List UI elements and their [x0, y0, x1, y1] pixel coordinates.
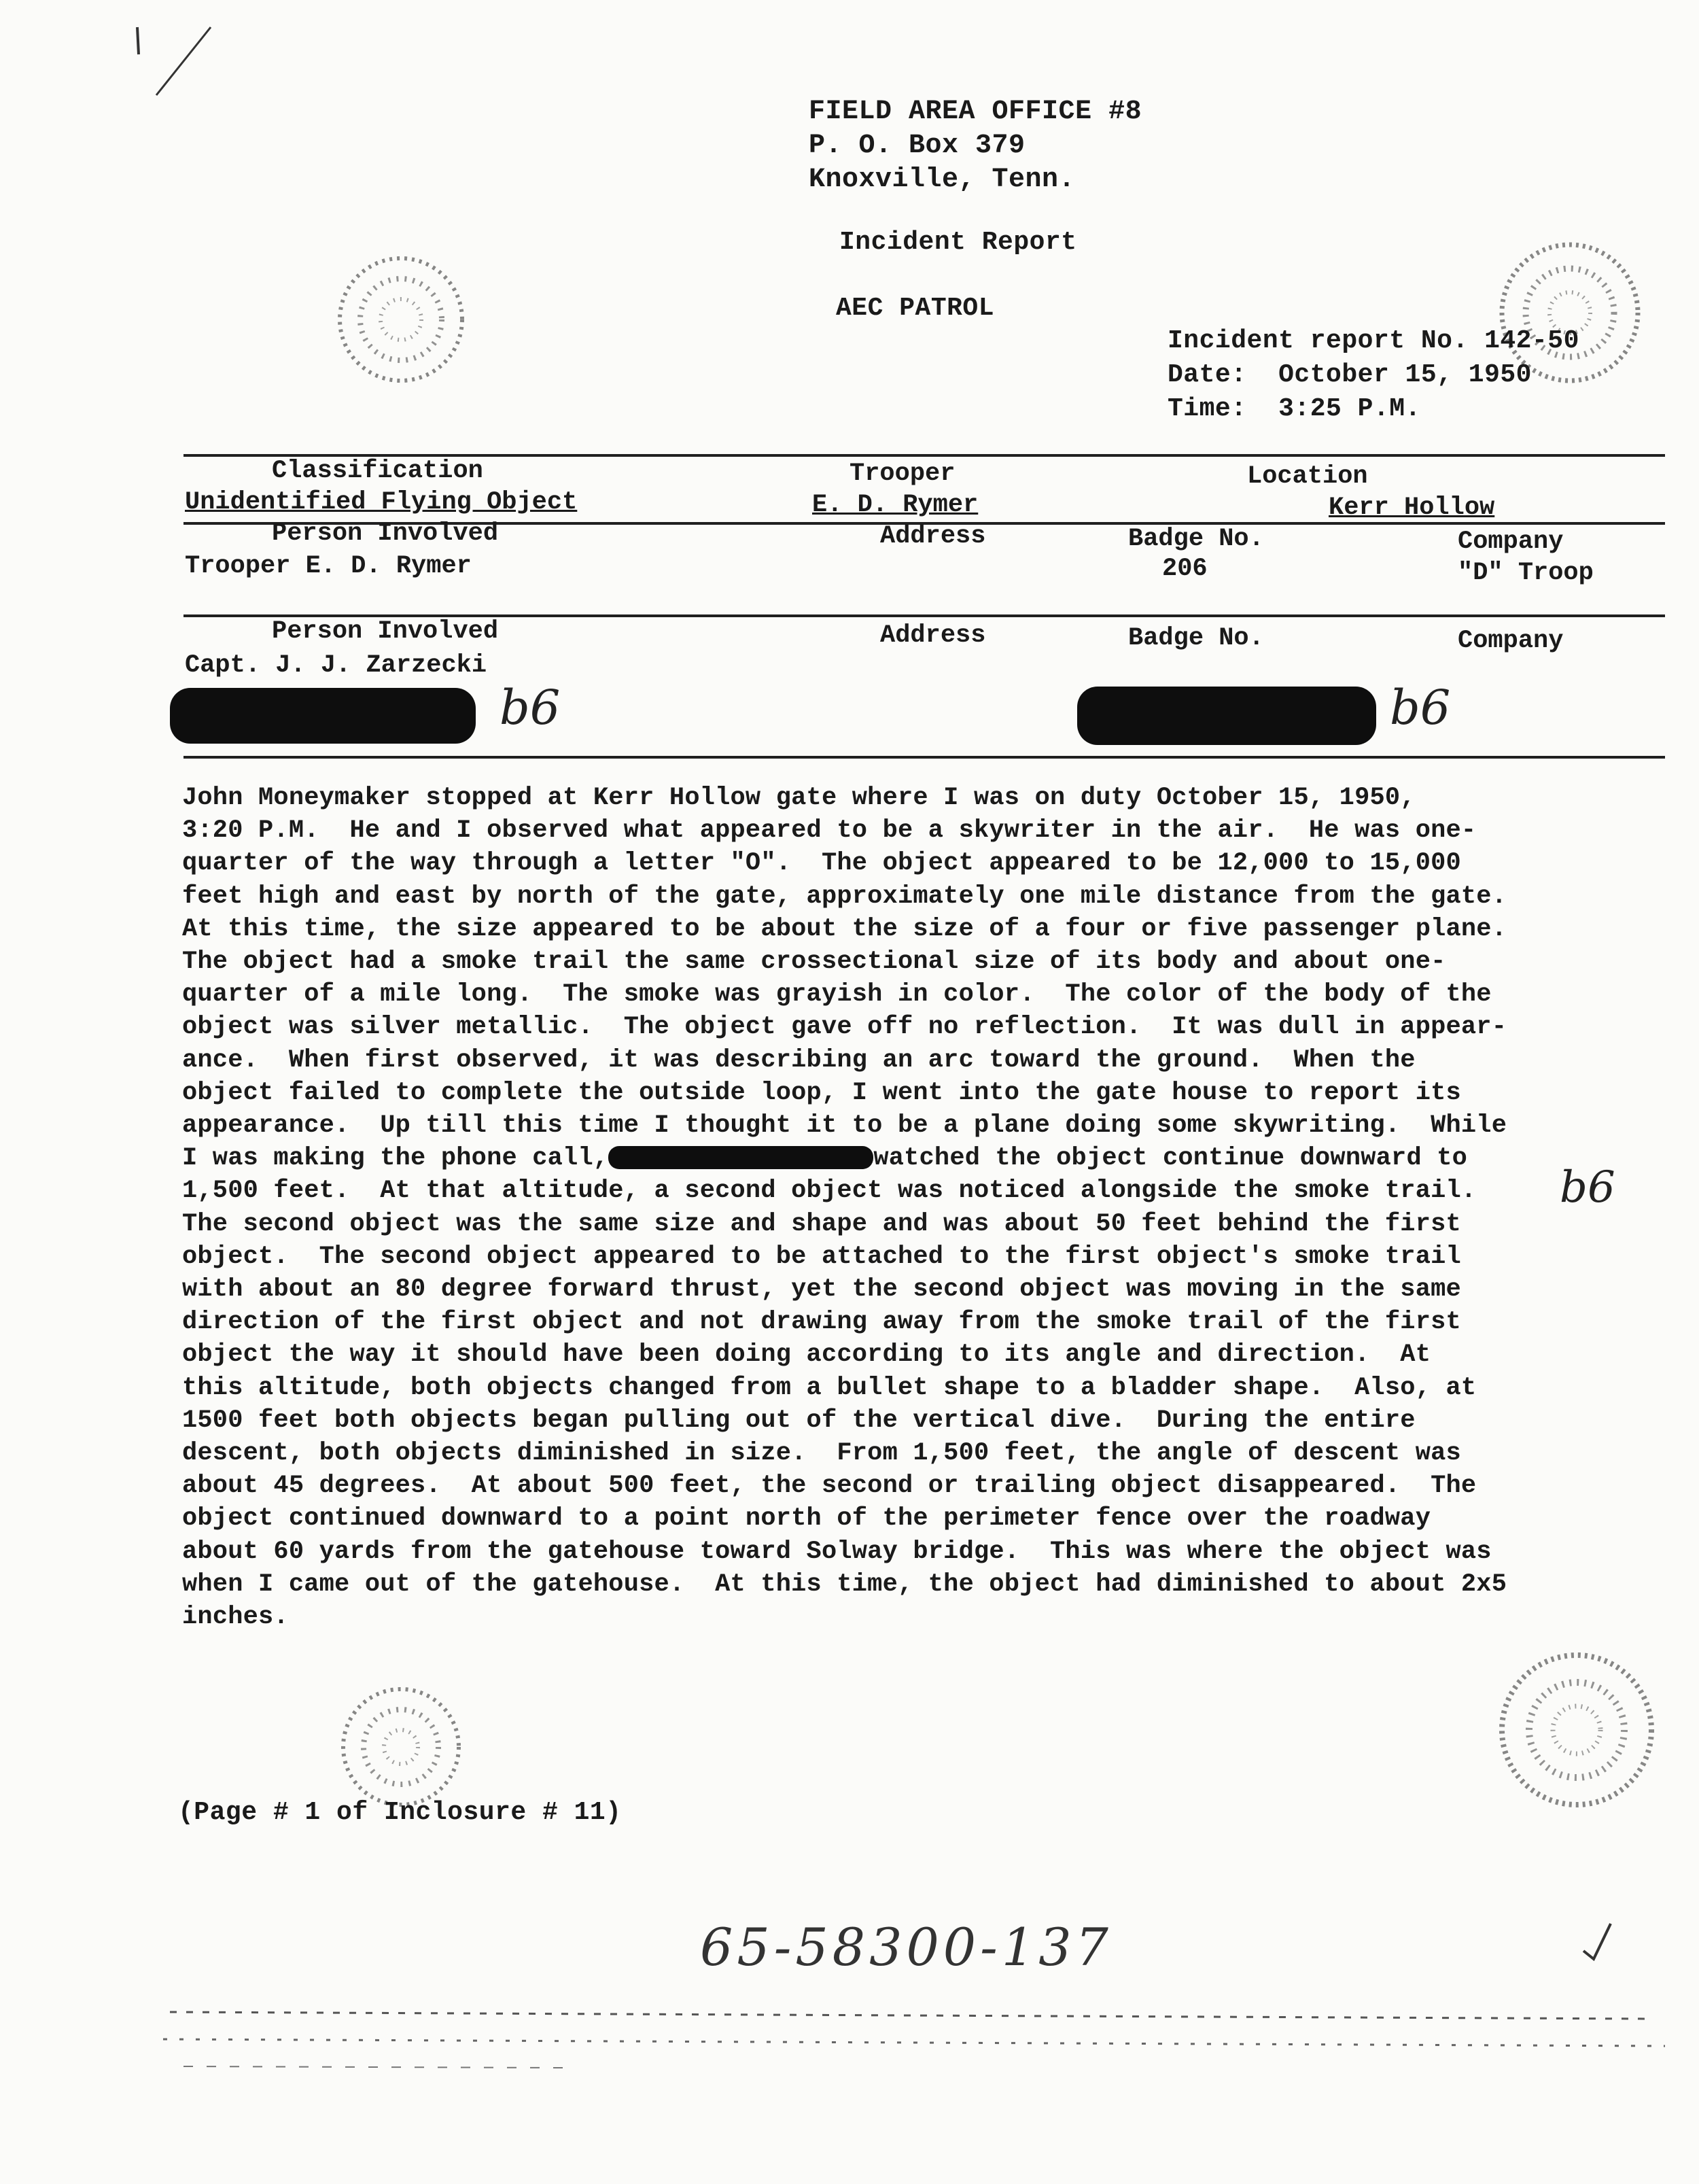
- narrative-line: direction of the first object and not drawing away from the smoke trail of the first: [182, 1308, 1461, 1337]
- narrative-line: about 60 yards from the gatehouse toward Solway bridge. This was where the object was: [182, 1537, 1492, 1566]
- narrative-fragment: I was making the phone call,: [182, 1144, 609, 1173]
- page-reference: (Page # 1 of Inclosure # 11): [178, 1798, 622, 1827]
- narrative-fragment: watched the object continue downward to: [873, 1144, 1468, 1173]
- report-time: Time: 3:25 P.M.: [1168, 394, 1421, 423]
- classification-label: Classification: [272, 457, 483, 485]
- narrative-line: object the way it should have been doing according to its angle and direction. At: [182, 1340, 1431, 1370]
- person1-value: Trooper E. D. Rymer: [185, 552, 472, 580]
- narrative-line: John Moneymaker stopped at Kerr Hollow gate where I was on duty October 15, 1950,: [182, 784, 1416, 812]
- narrative-line: object was silver metallic. The object gave off no reflection. It was dull in appear-: [182, 1013, 1507, 1042]
- report-date: Date: October 15, 1950: [1168, 360, 1532, 389]
- company1-value: "D" Troop: [1458, 559, 1594, 587]
- narrative-line: appearance. Up till this time I thought it to be a plane doing some skywriting. While: [182, 1111, 1507, 1141]
- narrative-line: 3:20 P.M. He and I observed what appeared to be a skywriter in the air. He was one-: [182, 816, 1477, 846]
- person1-label: Person Involved: [272, 519, 499, 548]
- punch-hole-mark: [1475, 1618, 1679, 1842]
- narrative-line: 1,500 feet. At that altitude, a second object was noticed alongside the smoke trail.: [182, 1177, 1477, 1206]
- address1-label: Address: [880, 522, 986, 551]
- trooper-label: Trooper: [850, 460, 956, 488]
- narrative-line: this altitude, both objects changed from a bullet shape to a bladder shape. Also, at: [182, 1373, 1477, 1402]
- narrative-line: feet high and east by north of the gate, approximately one mile distance from the gate.: [182, 882, 1507, 911]
- po-box: P. O. Box 379: [809, 131, 1026, 161]
- narrative-line: ance. When first observed, it was describing an arc toward the ground. When the: [182, 1045, 1416, 1075]
- handwritten-b6-mark: b6: [1390, 680, 1451, 735]
- redaction-block: [1077, 687, 1376, 745]
- narrative-line: [182, 1142, 1677, 1175]
- pen-stroke-mark: [129, 14, 224, 109]
- company1-label: Company: [1458, 527, 1564, 556]
- bottom-scan-noise: [156, 1992, 1679, 2080]
- narrative-line: object failed to complete the outside loop, I went into the gate house to report its: [182, 1078, 1461, 1107]
- narrative-line: The second object was the same size and shape and was about 50 feet behind the first: [182, 1209, 1461, 1238]
- location-value: Kerr Hollow: [1329, 493, 1495, 522]
- report-number: Incident report No. 142-50: [1168, 326, 1579, 356]
- redaction-block: [608, 1146, 873, 1169]
- redaction-block: [170, 688, 476, 744]
- badge1-label: Badge No.: [1128, 525, 1264, 553]
- form-rule: [183, 756, 1665, 759]
- company2-label: Company: [1458, 627, 1564, 655]
- checkmark-icon: [1577, 1917, 1617, 1964]
- badge1-value: 206: [1162, 555, 1208, 583]
- handwritten-b6-mark: b6: [1560, 1162, 1615, 1213]
- punch-hole-mark: [313, 218, 489, 421]
- narrative-line: descent, both objects diminished in size. From 1,500 feet, the angle of descent was: [182, 1439, 1461, 1468]
- narrative-line: inches.: [182, 1603, 289, 1632]
- trooper-value: E. D. Rymer: [812, 491, 979, 519]
- narrative-line: about 45 degrees. At about 500 feet, the second or trailing object disappeared. The: [182, 1472, 1477, 1501]
- handwritten-b6-mark: b6: [500, 680, 561, 735]
- narrative-line: quarter of the way through a letter "O". The object appeared to be 12,000 to 15,000: [182, 849, 1461, 878]
- report-type: Incident Report: [839, 228, 1077, 257]
- person2-value: Capt. J. J. Zarzecki: [185, 651, 487, 680]
- narrative-line: when I came out of the gatehouse. At this time, the object had diminished to about 2x5: [182, 1570, 1507, 1599]
- classification-value: Unidentified Flying Object: [185, 488, 578, 517]
- location-label: Location: [1247, 462, 1368, 491]
- letterhead: [809, 95, 1142, 197]
- narrative-line: At this time, the size appeared to be about the size of a four or five passenger plane.: [182, 914, 1507, 943]
- unit-name: AEC PATROL: [836, 294, 995, 323]
- badge2-label: Badge No.: [1128, 624, 1264, 653]
- narrative-line: object. The second object appeared to be attached to the first object's smoke trail: [182, 1242, 1461, 1271]
- narrative-line: The object had a smoke trail the same crossectional size of its body and about one-: [182, 948, 1446, 977]
- handwritten-file-number: 65-58300-137: [700, 1917, 1113, 1977]
- person2-label: Person Involved: [272, 617, 499, 646]
- address2-label: Address: [880, 621, 986, 650]
- office-name: FIELD AREA OFFICE #8: [809, 97, 1142, 127]
- narrative-line: 1500 feet both objects began pulling out of the vertical dive. During the entire: [182, 1406, 1416, 1435]
- office-city: Knoxville, Tenn.: [809, 164, 1076, 195]
- narrative-line: with about an 80 degree forward thrust, yet the second object was moving in the same: [182, 1275, 1461, 1304]
- narrative-line: quarter of a mile long. The smoke was grayish in color. The color of the body of the: [182, 980, 1492, 1009]
- narrative-line: object continued downward to a point north of the perimeter fence over the roadway: [182, 1504, 1431, 1533]
- incident-narrative: [182, 782, 1677, 1633]
